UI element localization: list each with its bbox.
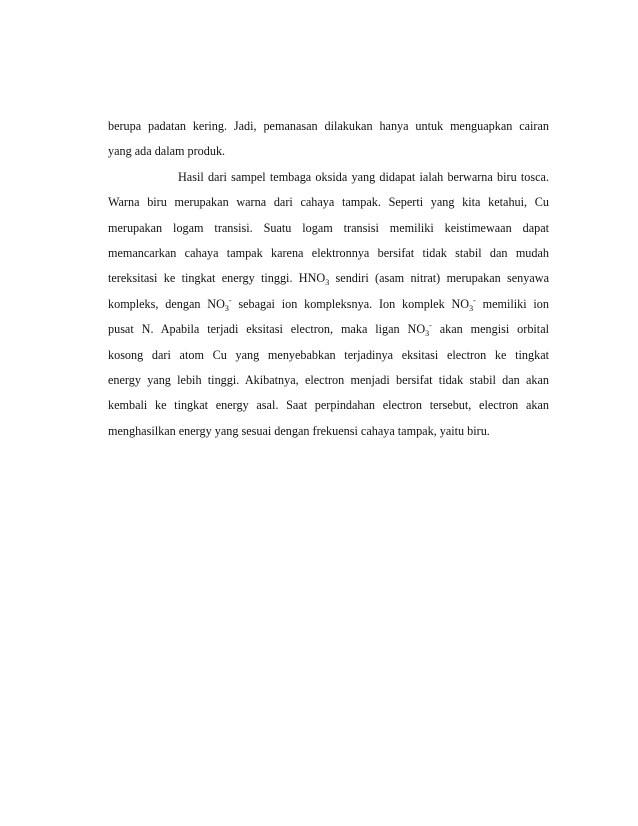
paragraph2-line5 bbox=[108, 266, 549, 291]
paragraph2-line7 bbox=[108, 317, 549, 342]
paragraph1-line1: berupa padatan kering. Jadi, pemanasan dilakukan hanya untuk menguapkan cairan bbox=[108, 119, 549, 133]
body-text bbox=[108, 114, 549, 444]
line6-subscript: 3 bbox=[224, 303, 229, 313]
line6-part-a: kompleks, dengan NO bbox=[108, 296, 225, 311]
paragraph2-line4: memancarkan cahaya tampak karena elektronnya bersifat tidak stabil dan mudah bbox=[108, 245, 549, 260]
line7-part-b: akan mengisi orbital bbox=[431, 322, 549, 337]
paragraph2-line1-text: Hasil dari sampel tembaga oksida yang didapat ialah berwarna biru tosca. bbox=[178, 169, 549, 184]
paragraph2-line1 bbox=[108, 165, 549, 190]
line6-superscript-2: - bbox=[473, 295, 476, 305]
line7-superscript: - bbox=[429, 321, 432, 331]
line5-part-b: sendiri (asam nitrat) merupakan senyawa bbox=[329, 271, 549, 286]
line6-subscript-2: 3 bbox=[469, 303, 474, 313]
line5-part-a: tereksitasi ke tingkat energy tinggi. HNO bbox=[108, 271, 326, 286]
paragraph2-line11: menghasilkan energy yang sesuai dengan frekuensi cahaya tampak, yaitu biru. bbox=[108, 423, 490, 438]
line5-subscript: 3 bbox=[325, 278, 330, 288]
line6-part-b: sebagai ion kompleksnya. Ion komplek NO bbox=[231, 296, 470, 311]
paragraph2-line6 bbox=[108, 292, 549, 317]
paragraph1-line2: yang ada dalam produk. bbox=[108, 144, 226, 159]
paragraph2-line9: energy yang lebih tinggi. Akibatnya, electron menjadi bersifat tidak stabil dan akan bbox=[108, 372, 549, 387]
paragraph2-line10: kembali ke tingkat energy asal. Saat perpindahan electron tersebut, electron akan bbox=[108, 398, 549, 413]
line6-superscript: - bbox=[228, 295, 232, 305]
line6-part-c: memiliki ion bbox=[475, 296, 549, 311]
paragraph2-line2: Warna biru merupakan warna dari cahaya tampak. Seperti yang kita ketahui, Cu bbox=[108, 195, 549, 210]
line7-part-a: pusat N. Apabila terjadi eksitasi electron, maka ligan NO bbox=[108, 322, 426, 337]
paragraph2-line3: merupakan logam transisi. Suatu logam transisi memiliki keistimewaan dapat bbox=[108, 220, 549, 235]
paragraph2-line8: kosong dari atom Cu yang menyebabkan terjadinya eksitasi electron ke tingkat bbox=[108, 347, 549, 362]
line7-subscript: 3 bbox=[425, 329, 430, 339]
